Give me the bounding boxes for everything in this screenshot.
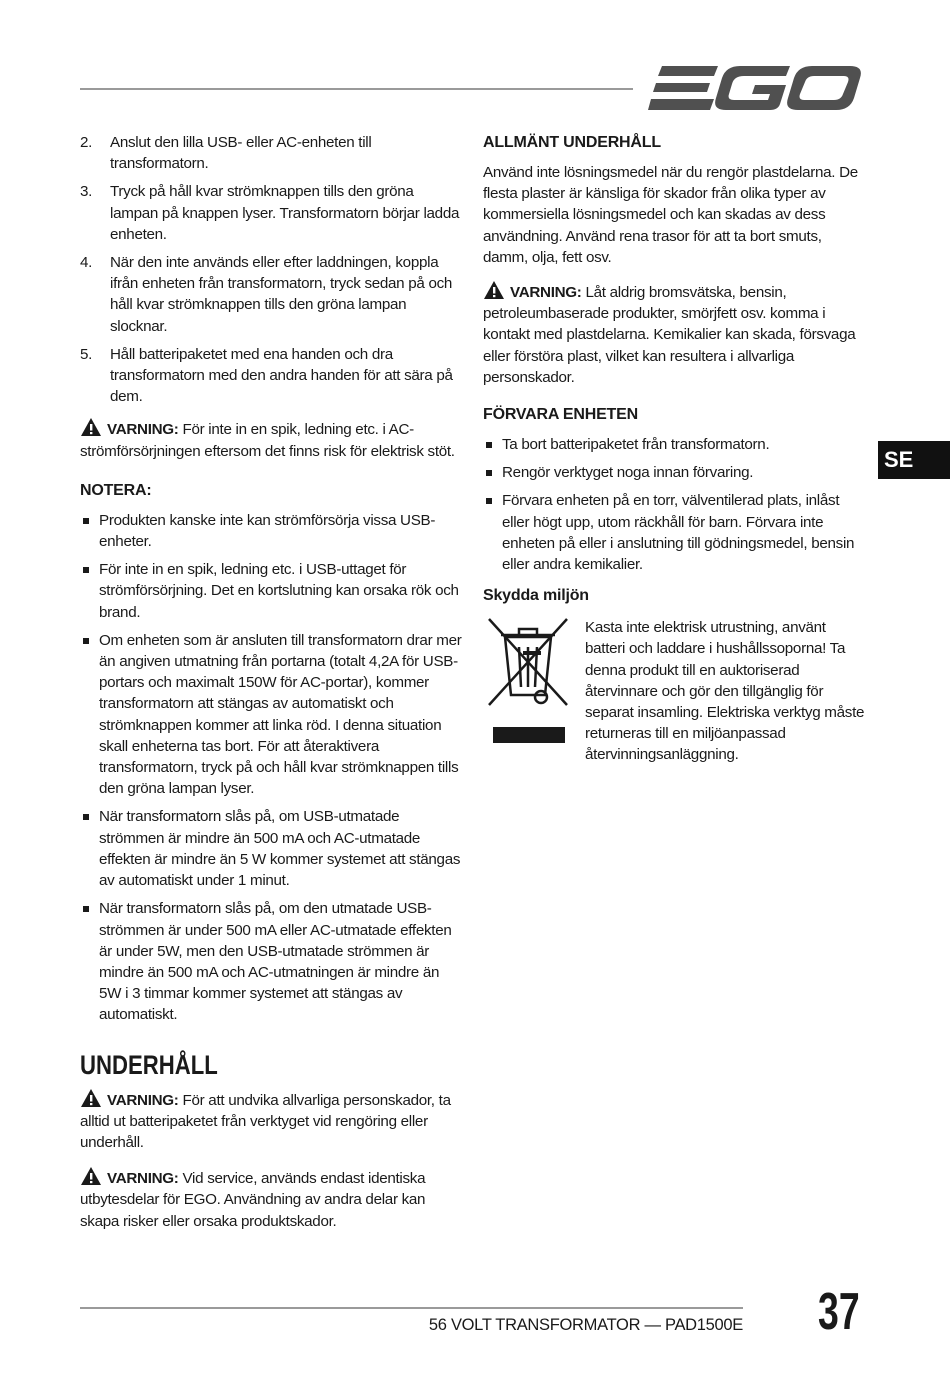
language-tab: SE <box>878 441 950 479</box>
warning-triangle-icon <box>80 417 102 437</box>
environment-text: Kasta inte elektrisk utrustning, använt batteri och laddare i hushållssoporna! Ta denna produkt till en auktoriserad återvinnare och gör den tillgänglig för separat insamling. Elektriska verktyg måste returneras till en miljöanpassad återvinningsanläggning. <box>585 619 865 764</box>
list-item: 2. Anslut den lilla USB- eller AC-enheten till transformatorn. <box>80 134 372 173</box>
warning-triangle-icon <box>483 280 505 300</box>
bullet-icon <box>486 498 492 504</box>
bullet-icon <box>83 518 89 524</box>
note-list <box>80 510 462 1026</box>
ego-logo <box>648 64 862 112</box>
page-number: 37 <box>818 1283 860 1341</box>
bullet-icon <box>83 814 89 820</box>
footer-title: 56 VOLT TRANSFORMATOR — PAD1500E <box>428 1316 743 1334</box>
note-heading: NOTERA: <box>80 481 152 499</box>
list-item: För inte in en spik, ledning etc. i USB-uttaget för strömförsörjning. Det en kortslutning kan orsaka rök och brand. <box>80 559 462 623</box>
section-heading-maintenance: UNDERHÅLL <box>80 1049 218 1080</box>
warning-paragraph: VARNING: För att undvika allvarliga personskador, ta alltid ut batteripaketet från verktyget vid rengöring eller underhåll. <box>80 1088 462 1154</box>
bullet-icon <box>486 470 492 476</box>
header-rule <box>80 88 633 90</box>
environment-heading: Skydda miljön <box>483 587 589 605</box>
bullet-icon <box>83 906 89 912</box>
instruction-steps <box>80 132 462 407</box>
bullet-icon <box>486 442 492 448</box>
list-item: När transformatorn slås på, om den utmatade USB-strömmen är under 500 mA eller AC-utmatade effekten är under 5W, men den USB-utmatade strömmen är mindre än 500 mA och AC-utmatningen är mindre än 5W i 3 timmar kommer systemet att stängas av automatiskt. <box>80 898 462 1025</box>
environment-block <box>483 617 865 765</box>
storage-heading: FÖRVARA ENHETEN <box>483 406 638 424</box>
warning-paragraph: VARNING: För inte in en spik, ledning etc. i AC-strömförsörjningen eftersom det finns risk för elektrisk stöt. <box>80 417 462 461</box>
list-item: Ta bort batteripaketet från transformatorn. <box>483 434 865 455</box>
list-item: 4. När den inte används eller efter laddningen, koppla ifrån enheten från transformatorn, tryck sedan på och håll kvar strömknappen tills den gröna lampan slocknar. <box>80 254 453 335</box>
list-item: Rengör verktyget noga innan förvaring. <box>483 462 865 483</box>
footer-rule <box>80 1307 743 1309</box>
list-item: Om enheten som är ansluten till transformatorn drar mer än angiven utmatning från portarna (totalt 4,2A för USB-portars och maximalt 150W för AC-portar), kommer transformatorn att stängas av automatiskt och strömknappen kommer att linka röd. I denna situation skall enheterna tas bort. För att återaktivera transformatorn, tryck på och håll kvar strömknappen tills den gröna lampan lyser. <box>80 630 462 800</box>
right-column <box>483 132 865 766</box>
warning-paragraph: VARNING: Vid service, används endast identiska utbytesdelar för EGO. Användning av andra delar kan skapa risker eller orsaka produktskador. <box>80 1166 462 1232</box>
warning-triangle-icon <box>80 1166 102 1186</box>
list-item: 3. Tryck på håll kvar strömknappen tills den gröna lampan på knappen lyser. Transformatorn börjar ladda enheten. <box>80 183 460 243</box>
crossed-out-bin-icon <box>483 617 573 747</box>
storage-list <box>483 434 865 575</box>
warning-paragraph: VARNING: Låt aldrig bromsvätska, bensin, petroleumbaserade produkter, smörjfett osv. komma i kontakt med plastdelarna. Kemikalier kan skada, försvaga eller förstöra plast, vilket kan resultera i allvarliga personskador. <box>483 280 865 388</box>
list-item: 5. Håll batteripaketet med ena handen och dra transformatorn med den andra handen för att sära på dem. <box>80 345 453 406</box>
left-column <box>80 132 462 1232</box>
bullet-icon <box>83 638 89 644</box>
list-item: Förvara enheten på en torr, välventilerad plats, inlåst eller högt upp, utom räckhåll för barn. Förvara inte enheten på eller i anslutning till gödningsmedel, bensin eller andra kemikalier. <box>483 490 865 575</box>
warning-triangle-icon <box>80 1088 102 1108</box>
general-maintenance-heading: ALLMÄNT UNDERHÅLL <box>483 134 661 151</box>
list-item: Produkten kanske inte kan strömförsörja vissa USB-enheter. <box>80 510 462 552</box>
list-item: När transformatorn slås på, om USB-utmatade strömmen är mindre än 500 mA och AC-utmatade effekten är mindre än 5 W kommer systemet att stängas av automatiskt under 1 minut. <box>80 806 462 891</box>
general-maintenance-text: Använd inte lösningsmedel när du rengör plastdelarna. De flesta plaster är känsliga för skador från olika typer av kommersiella lösningsmedel och kan skadas av dess användning. Använd rena trasor för att ta bort smuts, damm, olja, fett osv. <box>483 164 858 266</box>
bullet-icon <box>83 567 89 573</box>
